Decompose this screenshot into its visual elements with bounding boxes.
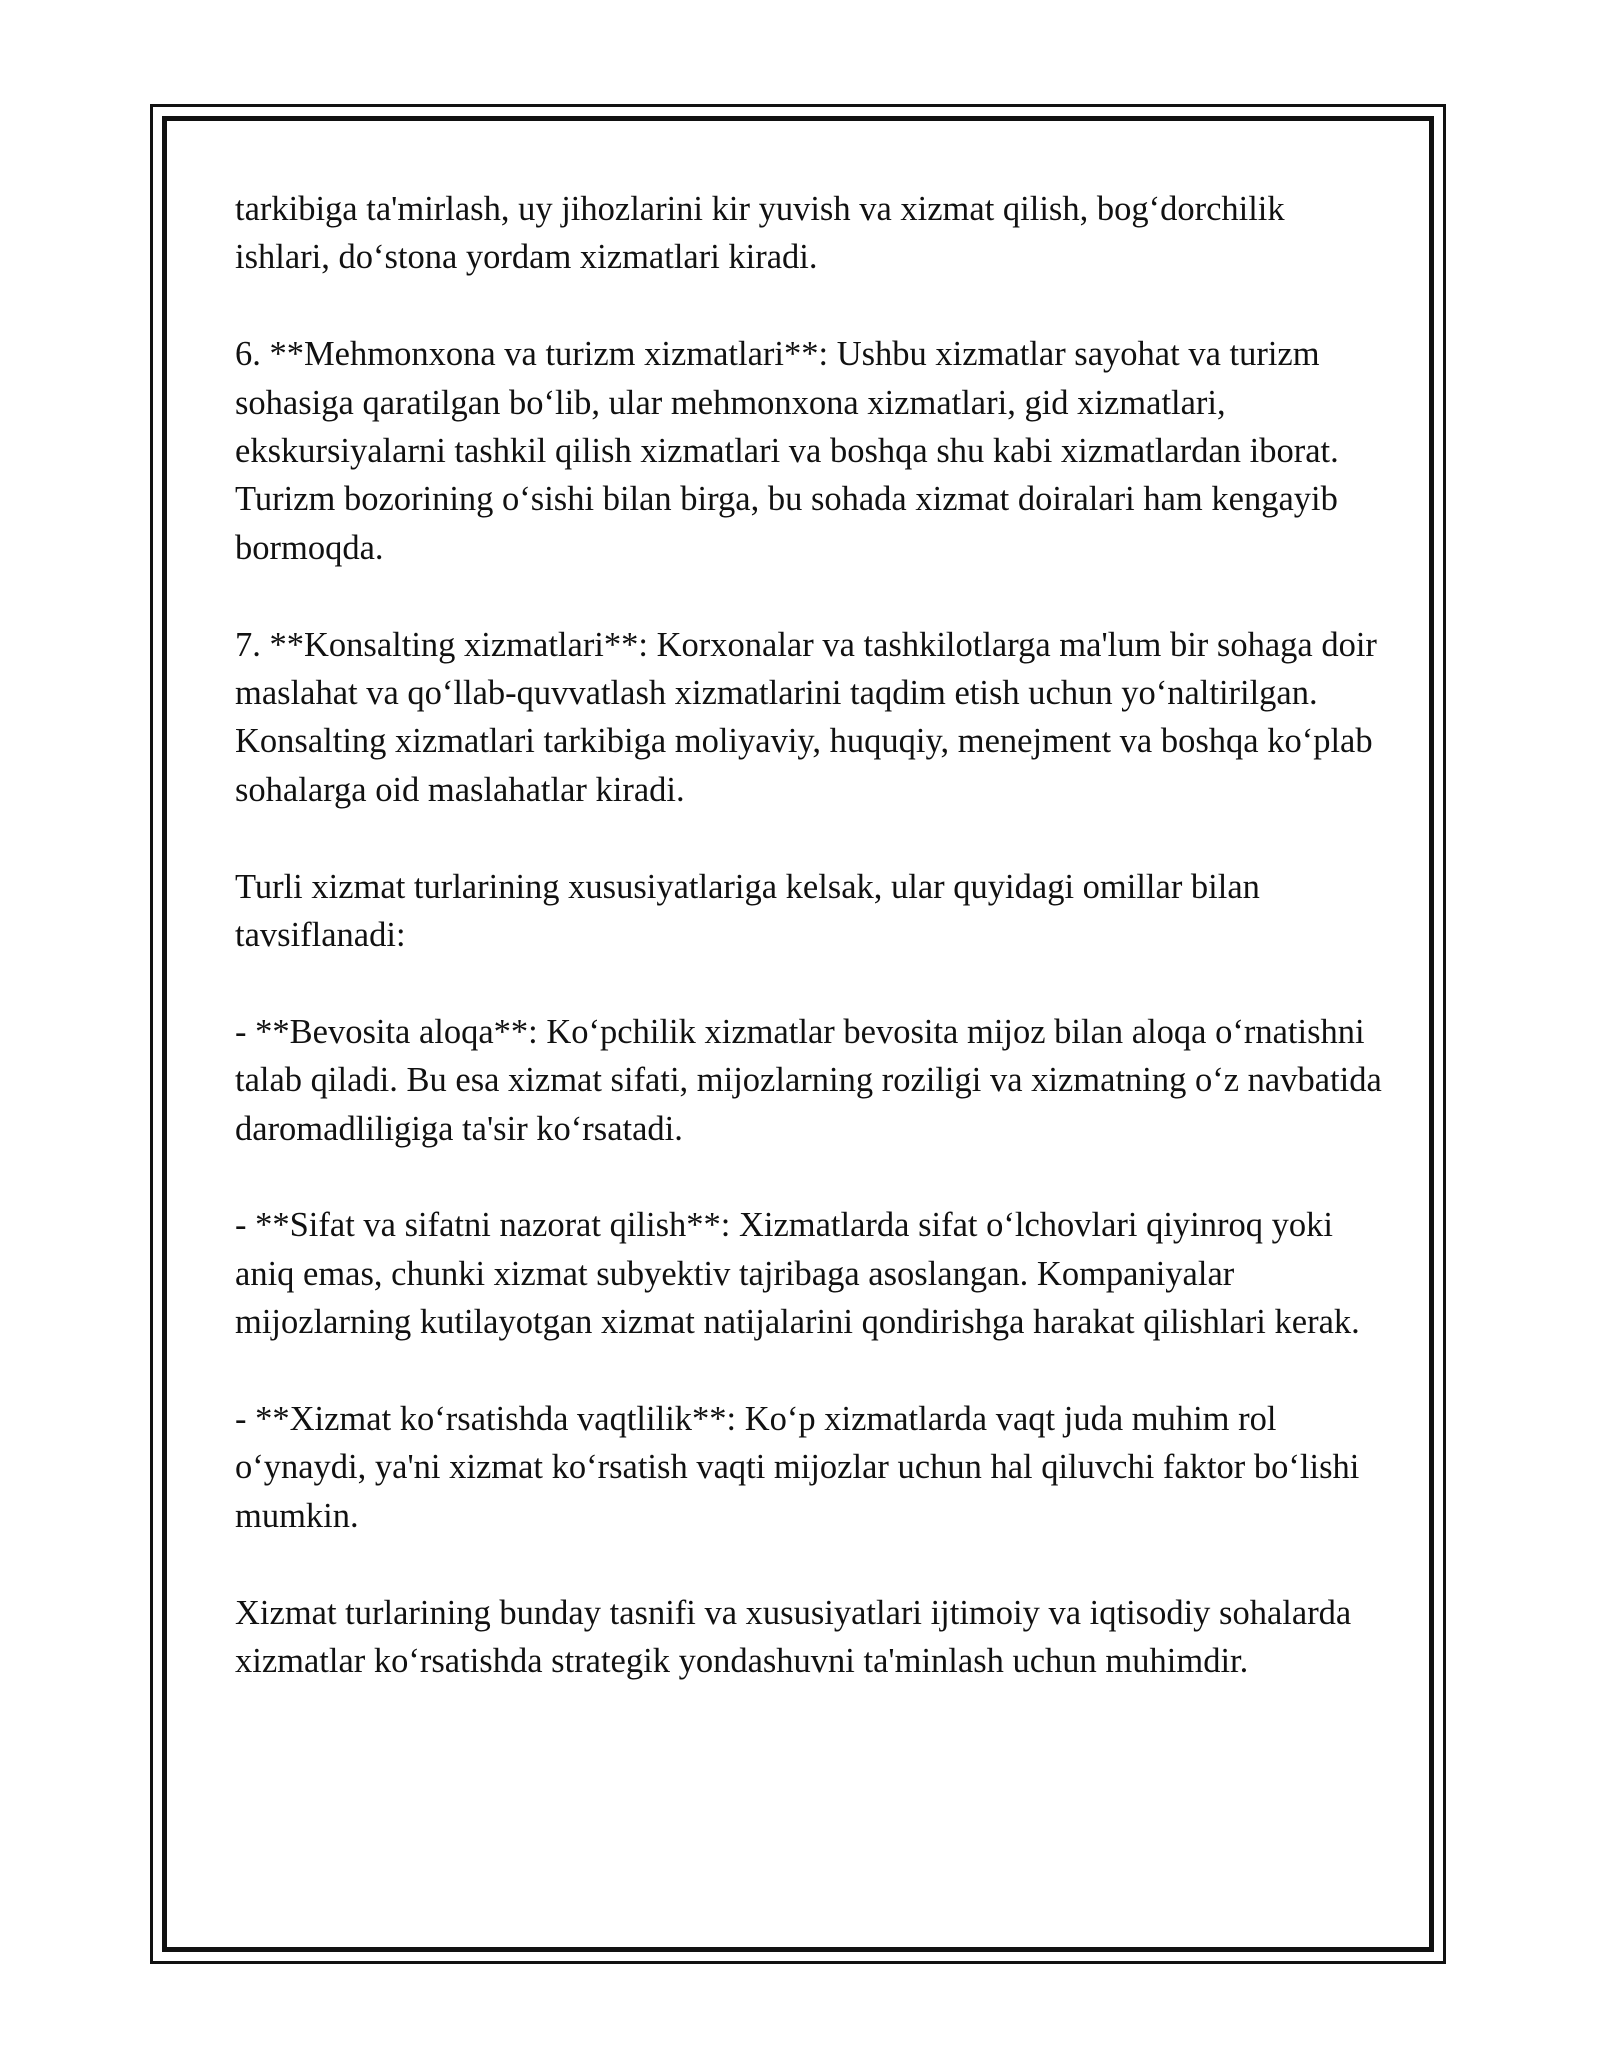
- paragraph-continuation: tarkibiga ta'mirlash, uy jihozlarini kir yuvish va xizmat qilish, bogʻdorchilik ishlari, doʻstona yordam xizmatlari kiradi.: [235, 190, 1285, 277]
- paragraph-consulting-services: 7. **Konsalting xizmatlari**: Korxonalar va tashkilotlarga ma'lum bir sohaga doir maslahat va qoʻllab-quvvatlash xizmatlarini taqdim etish uchun yoʻnaltirilgan. Konsalting xizmatlari tarkibiga moliyaviy, huquqiy, menejment va boshqa koʻplab sohalarga oid maslahatlar kiradi.: [235, 625, 1377, 809]
- paragraph-hotel-tourism-services: 6. **Mehmonxona va turizm xizmatlari**: Ushbu xizmatlar sayohat va turizm sohasiga qaratilgan boʻlib, ular mehmonxona xizmatlari, gid xizmatlari, ekskursiyalarni tashkil qilish xizmatlari va boshqa shu kabi xizmatlardan iborat. Turizm bozorining oʻsishi bilan birga, bu sohada xizmat doiralari ham kengayib bormoqda.: [235, 335, 1339, 567]
- paragraph-timeliness: - **Xizmat koʻrsatishda vaqtlilik**: Koʻp xizmatlarda vaqt juda muhim rol oʻynaydi, ya'ni xizmat koʻrsatish vaqti mijozlar uchun hal qiluvchi faktor boʻlishi mumkin.: [235, 1400, 1360, 1535]
- paragraph-quality-control: - **Sifat va sifatni nazorat qilish**: Xizmatlarda sifat oʻlchovlari qiyinroq yoki aniq emas, chunki xizmat subyektiv tajribaga asoslangan. Kompaniyalar mijozlarning kutilayotgan xizmat natijalarini qondirishga harakat qilishlari kerak.: [235, 1206, 1360, 1342]
- paragraph-service-characteristics-intro: Turli xizmat turlarining xususiyatlariga kelsak, ular quyidagi omillar bilan tavsiflanadi:: [235, 867, 1260, 955]
- document-body: [235, 185, 1385, 1685]
- paragraph-direct-contact: - **Bevosita aloqa**: Koʻpchilik xizmatlar bevosita mijoz bilan aloqa oʻrnatishni talab qiladi. Bu esa xizmat sifati, mijozlarning roziligi va xizmatning oʻz navbatida daromadliligiga ta'sir koʻrsatadi.: [235, 1012, 1382, 1148]
- paragraph-conclusion: Xizmat turlarining bunday tasnifi va xususiyatlari ijtimoiy va iqtisodiy sohalarda xizmatlar koʻrsatishda strategik yondashuvni ta'minlash uchun muhimdir.: [235, 1593, 1352, 1681]
